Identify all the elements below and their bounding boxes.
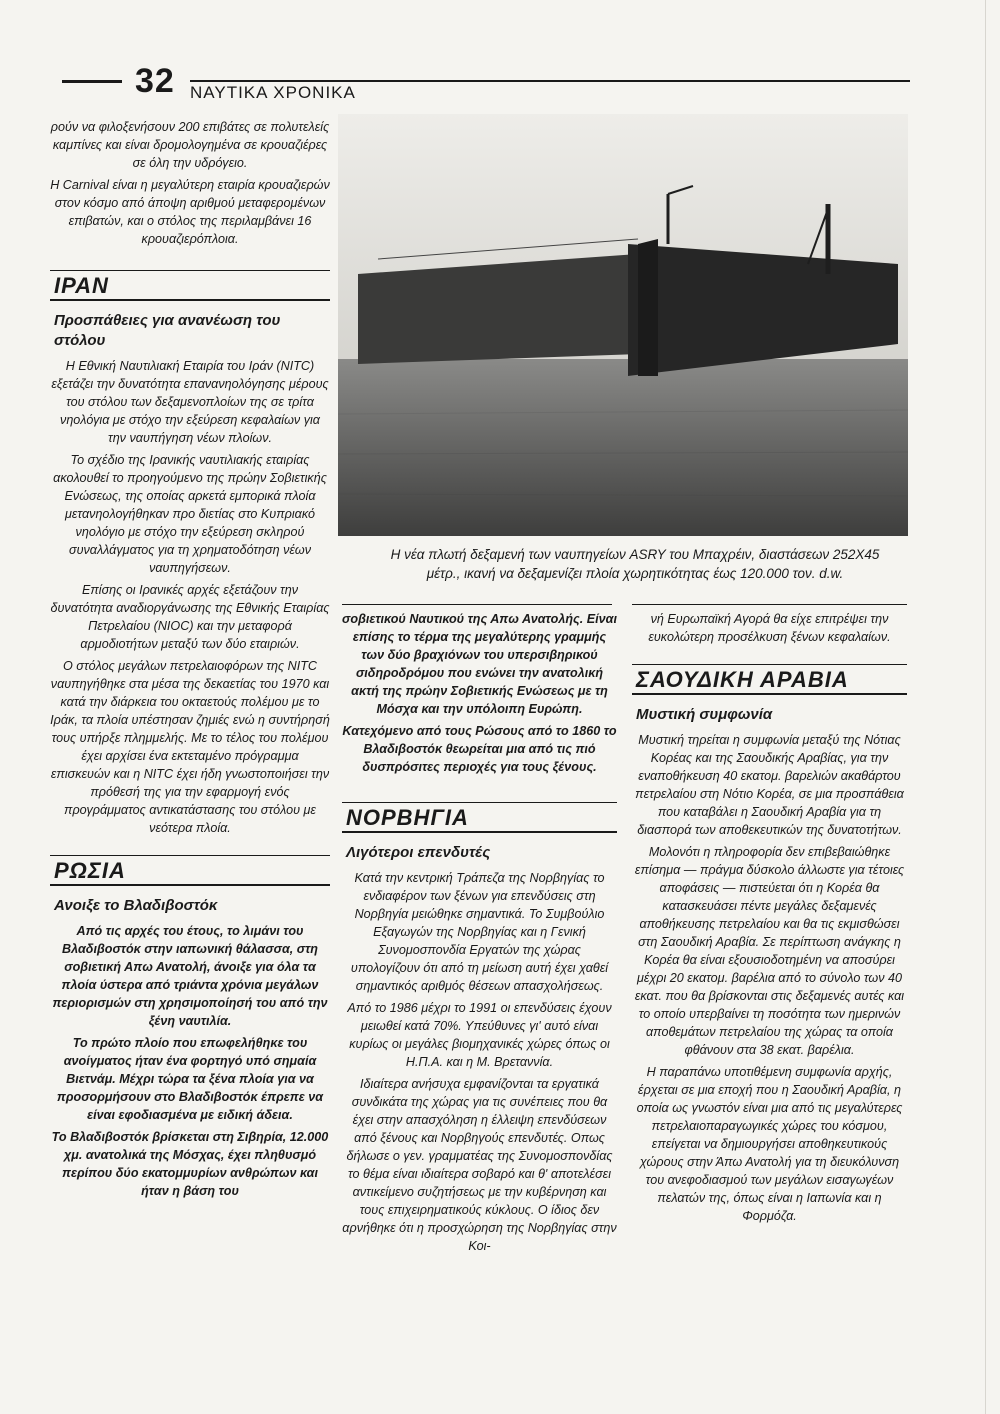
intro-paragraph: Η Carnival είναι η μεγαλύτερη εταιρία κρουαζιερών στον κόσμο από άποψη αριθμού μεταφερομένων επιβατών, και ο στόλος της περιλαμβάνει 16 κρουαζιερόπλοια. xyxy=(50,178,330,246)
section-rule xyxy=(50,270,330,271)
header-rule-right xyxy=(190,80,910,82)
russia-paragraph: Το Βλαδιβοστόκ βρίσκεται στη Σιβηρία, 12.000 χμ. ανατολικά της Μόσχας, έχει πληθυσμό περίπου δύο εκατομμυρίων ανθρώπων και ήταν η βάση του xyxy=(51,1130,329,1198)
section-rule xyxy=(632,693,907,695)
russia-subheading: Ανοιξε το Βλαδιβοστόκ xyxy=(54,897,218,914)
norway-heading: ΝΟΡΒΗΓΙΑ xyxy=(346,805,469,830)
norway-paragraph: Από το 1986 μέχρι το 1991 οι επενδύσεις έχουν μειωθεί κατά 70%. Υπεύθυνες γι' αυτό είναι κυρίως οι μεγάλες βιομηχανικές χώρες όπως οι Η.Π.Α. και η Μ. Βρεταννία. xyxy=(347,1001,612,1069)
norway-paragraph: Κατά την κεντρική Τράπεζα της Νορβηγίας το ενδιαφέρον των ξένων για επενδύσεις στη Νορβηγία μειώθηκε σημαντικά. Το Συμβούλιο Εξαγωγών της Νορβηγίας και η Γενική Συνομοσπονδία Εργατών της χώρας υπολογίζουν ότι από τη μείωση αυτή έχει χαθεί σημαντικός αριθμός θέσεων απασχολήσεως. xyxy=(350,871,609,993)
russia-continued: Κατεχόμενο από τους Ρώσους από το 1860 το Βλαδιβοστόκ θεωρείται μια από τις πιό δυσπρόσιτες περιοχές για τους ξένους. xyxy=(342,724,617,774)
header-rule-left xyxy=(62,80,122,83)
iran-subheading: Προσπάθειες για ανανέωση του στόλου xyxy=(54,312,281,349)
saudi-heading: ΣΑΟΥΔΙΚΗ ΑΡΑΒΙΑ xyxy=(636,667,849,692)
russia-heading: ΡΩΣΙΑ xyxy=(54,858,126,883)
saudi-paragraph: Μυστική τηρείται η συμφωνία μεταξύ της Νότιας Κορέας και της Σαουδικής Αραβίας, για την εναποθήκευση 40 εκατομ. βαρελιών ακαθάρτου πετρελαίου στη Νότιο Κορέα, σε μια προσπάθεια που καταβάλει η Σαουδική Αραβία για τη διασπορά των αποθεκευτικών της δυνατοτήτων. xyxy=(635,733,904,837)
section-rule xyxy=(632,664,907,665)
russia-continued: σοβιετικού Ναυτικού της Απω Ανατολής. Είναι επίσης το τέρμα της μεγαλύτερης γραμμής των δύο βραχιόνων του υπερσιβηρικού σιδηροδρόμου που ενώνει την ανατολική ακτή της πρώην Σοβιετικής Ενώσεως με τη Μόσχα και την υπόλοιπη Ευρώπη. xyxy=(342,612,617,716)
russia-paragraph: Από τις αρχές του έτους, το λιμάνι του Βλαδιβοστόκ στην ιαπωνική θάλασσα, στη σοβιετική Απω Ανατολή, άνοιξε για όλα τα πλοία ύστερα από τριάντα χρόνια μεγάλων περιορισμών στη χρησιμοποίησή του από την ξένη ναυτιλία. xyxy=(52,924,328,1028)
page-edge xyxy=(985,0,986,1414)
section-rule xyxy=(50,299,330,301)
floating-dock-image xyxy=(338,114,908,536)
section-rule xyxy=(50,855,330,856)
page-number: 32 xyxy=(135,62,175,100)
section-rule xyxy=(50,884,330,886)
photo-caption: Η νέα πλωτή δεξαμενή των ναυπηγείων ASRY του Μπαχρέιν, διαστάσεων 252Χ45 μέτρ., ικανή να δεξαμενίζει πλοία χωρητικότητας έως 120.000 τον. d.w. xyxy=(390,547,880,581)
iran-heading: ΙΡΑΝ xyxy=(54,273,109,298)
russia-paragraph: Το πρώτο πλοίο που επωφελήθηκε του ανοίγματος ήταν ένα φορτηγό υπό σημαία Βιετνάμ. Μέχρι τώρα τα ξένα πλοία για να προσορμήσουν στο Βλαδιβοστόκ έπρεπε να είναι εφοδιασμένα με ειδική άδεια. xyxy=(56,1036,324,1122)
column-rule xyxy=(632,604,907,605)
magazine-title: ΝΑΥΤΙΚΑ ΧΡΟΝΙΚΑ xyxy=(190,83,356,102)
norway-paragraph: Ιδιαίτερα ανήσυχα εμφανίζονται τα εργατικά συνδικάτα της χώρας για τις συνέπειες που θα έχει στην απασχόληση η έλλειψη επενδύσεων από ξένους και Νορβηγούς επενδυτές. Οπως δήλωσε ο γεν. γραμματέας της Συνομοσπονδίας το θέμα είναι ιδιαίτερα σοβαρό και θ' αποτελέσει αντικείμενο συζητήσεως με την κυβέρνηση και τους επιχειρηματικούς κύκλους. Ο ίδιος δεν αρνήθηκε ότι η προσχώρηση της Νορβηγίας στην Κοι- xyxy=(342,1077,617,1253)
iran-paragraph: Η Εθνική Ναυτιλιακή Εταιρία του Ιράν (NITC) εξετάζει την δυνατότητα επανανηολόγησης μέρους του στόλου των δεξαμενοπλοίων της σε τρίτα νηολόγια με στόχο την εξεύρεση κεφαλαίων για την ναυπήγηση νέων πλοίων. xyxy=(51,359,329,445)
section-rule xyxy=(342,831,617,833)
column-2 xyxy=(342,610,617,1259)
section-rule xyxy=(342,802,617,803)
floating-dock-photo xyxy=(338,114,908,536)
iran-paragraph: Επίσης οι Ιρανικές αρχές εξετάζουν την δυνατότητα αναδιοργάνωσης της Εθνικής Εταιρίας Πετρελαίου (NIOC) και την μεταφορά αρμοδιοτήτων μεταξύ των δύο εταιριών. xyxy=(50,583,330,651)
column-3 xyxy=(632,610,907,1229)
iran-paragraph: Ο στόλος μεγάλων πετρελαιοφόρων της NITC ναυπηγήθηκε στα μέσα της δεκαετίας του 1970 και κατά την διάρκεια του οκταετούς πολέμου με το Ιράκ, τα πλοία υπέστησαν ζημιές ενώ η συντήρησή τους υπήρξε πλημμελής. Με το τέλος του πολέμου έχει αρχίσει ένα εκτεταμένο πρόγραμμα επισκευών και η NITC έχει ήδη γνωστοποιήσει την πρόθεσή της για την εφαρμογή ενός προγράμματος αντικατάστασης του στόλου με νεότερα πλοία. xyxy=(50,659,330,835)
column-rule xyxy=(342,604,612,605)
saudi-paragraph: Η παραπάνω υποτιθέμενη συμφωνία αρχής, έρχεται σε μια εποχή που η Σαουδική Αραβία, η οποία ως γνωστόν είναι μια από τις μεγαλύτερες πετρελαιοπαραγωγικές χώρες του κόσμου, επείγεται να δημιουργήσει αποθηκευτικούς χώρους στην Άπω Ανατολή για τη διευκόλυνση του ανεφοδιασμού των μεγάλων εισαγωγέων πελατών της, όπως είναι η Ιαπωνία και η Φορμόζα. xyxy=(636,1065,903,1223)
norway-continued: νή Ευρωπαϊκή Αγορά θα είχε επιτρέψει την ευκολώτερη προσέλκυση ξένων κεφαλαίων. xyxy=(648,612,891,644)
column-1 xyxy=(50,118,330,1204)
iran-paragraph: Το σχέδιο της Ιρανικής ναυτιλιακής εταιρίας ακολουθεί το προηγούμενο της πρώην Σοβιετικής Ενώσεως, της οποίας αρκετά εμπορικά πλοία μετανηολογήθηκαν προ διετίας στο Κυπριακό νηολόγιο με στόχο την εξεύρεση σκληρού συναλλάγματος για τη χρηματοδότηση νέων ναυπηγήσεων. xyxy=(53,453,327,575)
saudi-subheading: Μυστική συμφωνία xyxy=(636,706,773,723)
intro-paragraph: ρούν να φιλοξενήσουν 200 επιβάτες σε πολυτελείς καμπίνες και είναι δρομολογημένα σε κρουαζιέρες σε όλη την υδρόγειο. xyxy=(50,120,330,170)
norway-subheading: Λιγότεροι επενδυτές xyxy=(346,844,491,861)
saudi-paragraph: Μολονότι η πληροφορία δεν επιβεβαιώθηκε επίσημα — πράγμα δύσκολο άλλωστε για τέτοιες αποφάσεις — πιστεύεται ότι η Κορέα θα κατασκευάσει πέντε μεγάλες δεξαμενές αποθήκευσης πετρελαίου και θα τις εκμισθώσει στη Σαουδική Αραβία. Σε περίπτωση ανάγκης η Κορέα θα είναι εξουσιοδοτημένη να αποσύρει μέχρι 20 εκατομ. βαρέλια από το σύνολο των 40 εκατ. που θα βρίσκονται στις δεξαμενές αυτές και το οποίο υπερβαίνει τη ποσότητα των ημερινών αποθεμάτων πετρελαίου της χώρας τα οποία φθάνουν στα 38 εκατ. βαρέλια. xyxy=(634,845,905,1057)
